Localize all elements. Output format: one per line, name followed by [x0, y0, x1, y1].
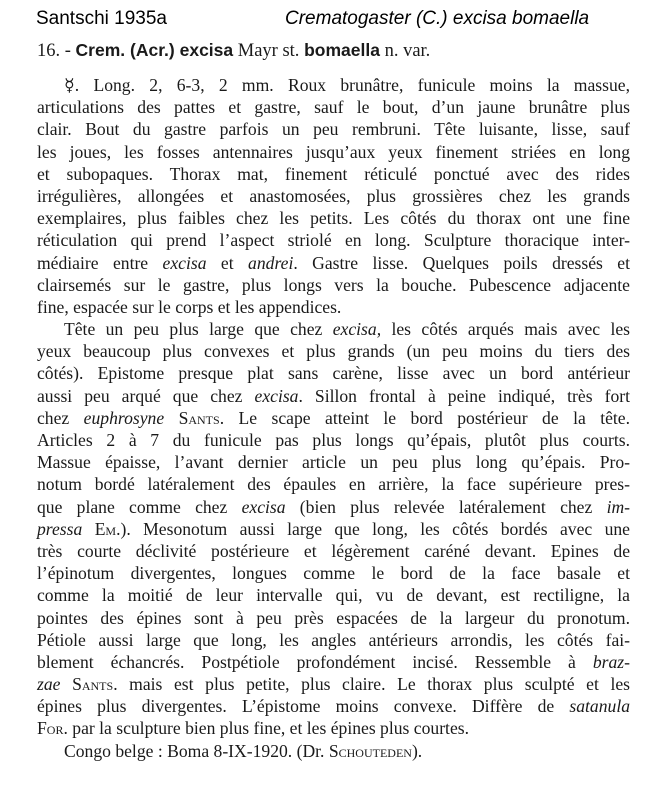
- italic-term: satanula: [569, 696, 630, 717]
- text-line: que plane comme chez excisa (bien plus relevée latéralement chez im-: [37, 496, 631, 517]
- text-line: l’épinotum divergentes, longues comme le bord de la face basale et: [37, 563, 630, 584]
- heading-genus: Crem. (Acr.) excisa: [75, 40, 234, 60]
- text-line: comme la moitié de leur intervalle qui, vu de devant, est rectiligne, la: [37, 585, 630, 606]
- text-line: Pétiole aussi large que long, les angles antérieurs arrondis, les côtés fai-: [37, 629, 630, 650]
- text-line: réticulation qui prend l’aspect striolé en long. Sculpture thoracique inter-: [37, 230, 630, 251]
- text-line: côtés). Epistome presque plat sans carène, lisse avec un bord antérieur: [37, 363, 630, 384]
- description-body: [37, 74, 630, 762]
- italic-term: excisa: [254, 385, 299, 406]
- italic-term: im-: [606, 496, 631, 517]
- author-name: Em: [94, 518, 117, 539]
- text-line: clairsemés sur le gastre, plus longs vers la bouche. Pubescence adjacente: [37, 274, 630, 295]
- text-line: Tête un peu plus large que chez excisa, les côtés arqués mais avec les: [64, 319, 630, 340]
- text-line: et subopaques. Thorax mat, finement réticulé ponctué avec des rides: [37, 163, 630, 184]
- italic-term: pressa: [37, 518, 83, 539]
- paragraph-locality: [37, 740, 630, 762]
- text-line: clair. Bout du gastre parfois un peu rembruni. Tête luisante, lisse, sauf: [37, 119, 630, 140]
- heading-author: Mayr st.: [237, 41, 300, 61]
- text-line: pressa Em.). Mesonotum aussi large que long, les côtés bordés avec une: [37, 518, 630, 539]
- heading-rank: n. var.: [384, 41, 431, 61]
- italic-term: excisa: [162, 252, 207, 273]
- text-line: épines plus divergentes. L’épistome moins convexe. Diffère de satanula: [37, 696, 630, 717]
- italic-term: zae: [37, 674, 61, 695]
- italic-term: andrei: [248, 252, 294, 273]
- text-line: pointes des épines sont à peu près espacées de la largeur du pronotum.: [37, 607, 630, 628]
- text-line: articulations des pattes et gastre, sauf le bout, d’un jaune brunâtre plus: [37, 97, 630, 118]
- header-citation: Santschi 1935a: [36, 8, 167, 29]
- italic-term: excisa,: [332, 319, 382, 340]
- text-line: chez euphrosyne Sants. Le scape atteint le bord postérieur de la tête.: [37, 407, 630, 428]
- italic-term: braz-: [592, 651, 630, 672]
- text-line: irrégulières, allongées et anastomosées, plus grossières chez les grands: [37, 185, 630, 206]
- header-taxon: Crematogaster (C.) excisa bomaella: [285, 8, 590, 29]
- heading-number: 16. -: [37, 41, 71, 61]
- paragraph-head-description: [37, 318, 630, 740]
- text-line: exemplaires, plus faibles chez les petits. Les côtés du thorax ont une fine: [37, 208, 630, 229]
- text-line: zae Sants. mais est plus petite, plus claire. Le thorax plus sculpté et les: [37, 674, 630, 695]
- author-name: Schouteden: [328, 740, 412, 761]
- text-line: Articles 2 à 7 du funicule pas plus longs qu’épais, plutôt plus courts.: [37, 430, 630, 450]
- text-line: For. par la sculpture bien plus fine, et les épines plus courtes.: [37, 718, 469, 739]
- heading-name: bomaella: [304, 40, 380, 60]
- species-heading: [37, 40, 430, 62]
- text-line: notum bordé latéralement des épaules en arrière, la face supérieure pres-: [37, 474, 630, 495]
- text-line: blement échancrés. Postpétiole profondément incisé. Ressemble à braz-: [37, 651, 630, 672]
- text-line: fine, espacée sur le corps et les appendices.: [37, 296, 342, 317]
- text-line: très courte déclivité postérieure et légèrement caréné devant. Epines de: [37, 540, 630, 561]
- text-line: Congo belge : Boma 8-IX-1920. (Dr. Schouteden).: [64, 740, 423, 761]
- text-line: les joues, les fosses antennaires jusqu’aux yeux finement striées en long: [37, 141, 630, 162]
- italic-term: excisa: [241, 496, 286, 517]
- text-line: Massue épaisse, l’avant dernier article un peu plus long qu’épais. Pro-: [37, 452, 630, 473]
- text-line: aussi peu arqué que chez excisa. Sillon frontal à peine indiqué, très fort: [37, 385, 631, 406]
- text-line: yeux beaucoup plus convexes et plus grands (un peu moins du tiers des: [37, 341, 630, 362]
- text-line: médiaire entre excisa et andrei. Gastre lisse. Quelques poils dressés et: [37, 252, 630, 273]
- text-line: ☿. Long. 2, 6-3, 2 mm. Roux brunâtre, funicule moins la massue,: [64, 75, 630, 95]
- author-name: For: [37, 718, 64, 739]
- paragraph-worker-description: [37, 74, 630, 318]
- italic-term: euphrosyne: [83, 407, 165, 428]
- author-name: Sants: [72, 674, 114, 695]
- author-name: Sants: [178, 407, 220, 428]
